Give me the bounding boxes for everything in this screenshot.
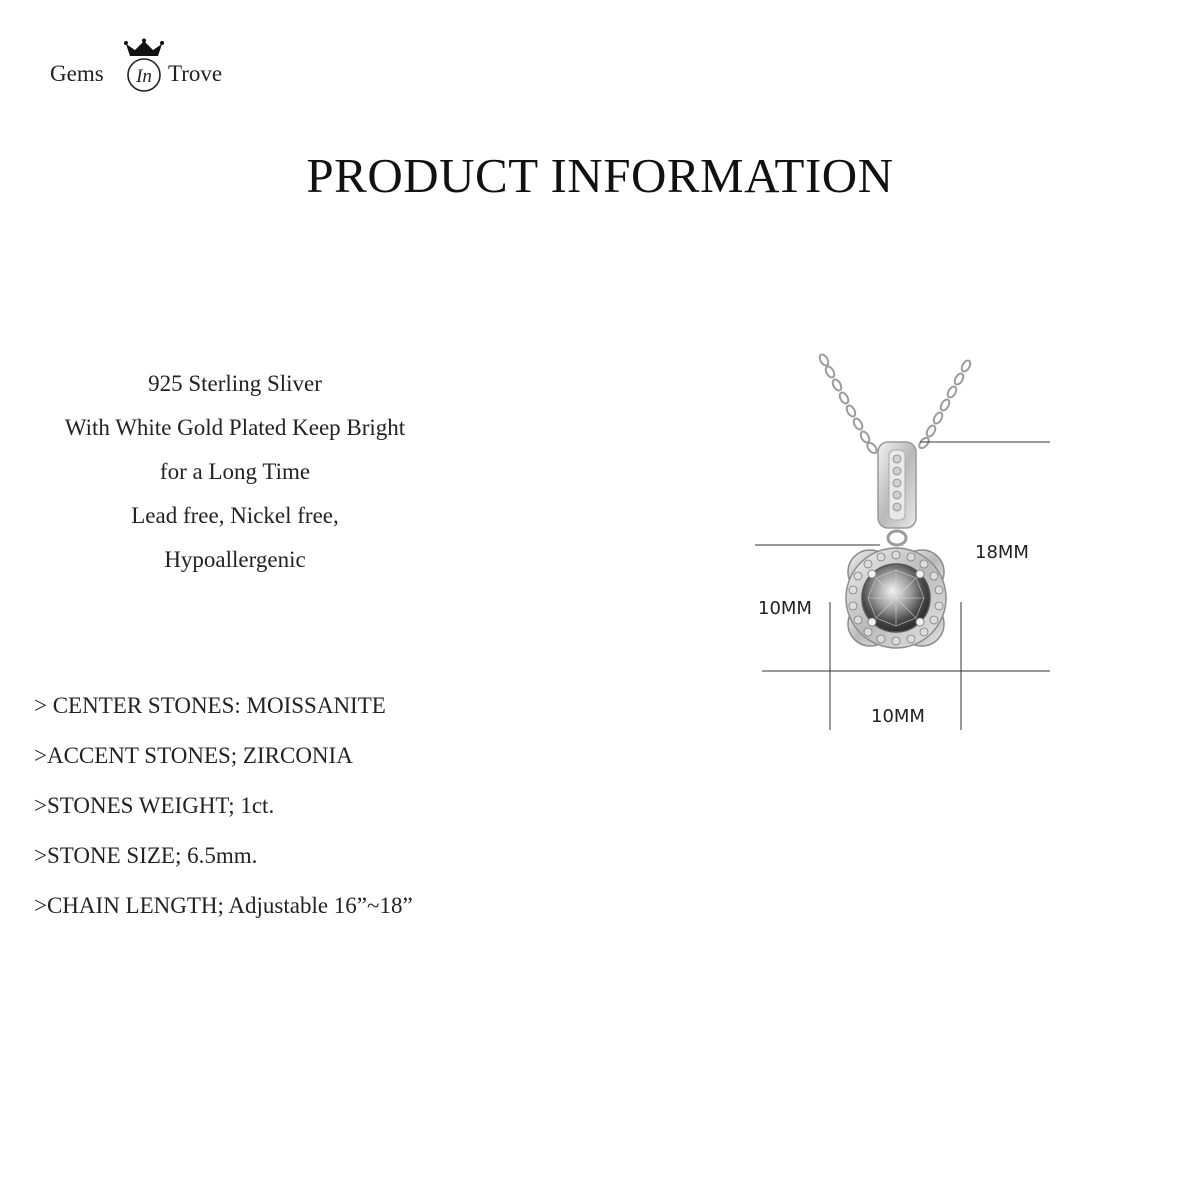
spec-accent-stones: >ACCENT STONES; ZIRCONIA bbox=[34, 743, 353, 768]
crown-icon bbox=[120, 38, 168, 94]
pendant-height-label: 10MM bbox=[758, 598, 812, 619]
spec-stone-size: >STONE SIZE; 6.5mm. bbox=[34, 843, 258, 868]
necklace-pendant-icon bbox=[740, 340, 1080, 740]
brand-name-left: Gems bbox=[50, 61, 104, 86]
chain-right bbox=[917, 359, 972, 450]
description-line: With White Gold Plated Keep Bright bbox=[64, 415, 406, 440]
overall-height-label: 18MM bbox=[975, 542, 1029, 563]
brand-name-right: Trove bbox=[168, 61, 223, 86]
spec-chain-length: >CHAIN LENGTH; Adjustable 16”~18” bbox=[34, 893, 413, 918]
pendant-width-label: 10MM bbox=[871, 706, 925, 727]
brand-name-mark: In bbox=[136, 66, 152, 87]
product-specs bbox=[34, 686, 554, 936]
description-line: Hypoallergenic bbox=[164, 547, 306, 572]
description-line: for a Long Time bbox=[159, 459, 311, 484]
pendant-halo bbox=[846, 548, 946, 648]
description-line: 925 Sterling Sliver bbox=[148, 371, 322, 396]
chain-left bbox=[818, 353, 879, 455]
page-title: PRODUCT INFORMATION bbox=[306, 148, 894, 203]
description-line: Lead free, Nickel free, bbox=[131, 503, 339, 528]
product-description bbox=[20, 362, 450, 582]
spec-stones-weight: >STONES WEIGHT; 1ct. bbox=[34, 793, 275, 818]
spec-center-stones: > CENTER STONES: MOISSANITE bbox=[34, 693, 386, 718]
product-figure bbox=[740, 340, 1080, 740]
brand-logo bbox=[50, 36, 250, 96]
pendant-bail bbox=[878, 442, 916, 545]
